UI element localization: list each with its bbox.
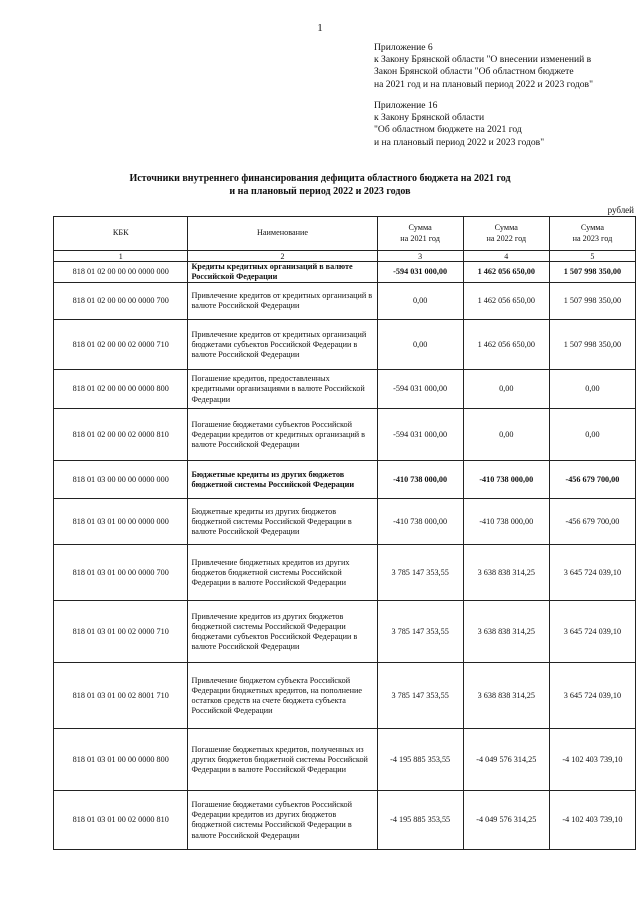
- sum-2023-cell: 3 645 724 039,10: [549, 545, 635, 601]
- name-cell: Погашение кредитов, предоставленных кредитными организациями в валюте Российской Федерации: [188, 370, 377, 409]
- column-index: 1: [54, 251, 188, 262]
- title-line: и на плановый период 2022 и 2023 годов: [229, 185, 411, 197]
- sum-2023-cell: 1 507 998 350,00: [549, 262, 635, 283]
- kbk-cell: 818 01 03 01 00 00 0000 000: [54, 499, 188, 545]
- sum-2021-cell: -594 031 000,00: [377, 262, 463, 283]
- column-index: 3: [377, 251, 463, 262]
- sum-2023-cell: -4 102 403 739,10: [549, 791, 635, 850]
- header-sum-2021: [377, 217, 463, 251]
- sum-2022-cell: -4 049 576 314,25: [463, 791, 549, 850]
- sum-2021-cell: -410 738 000,00: [377, 461, 463, 499]
- appendix-16-line: "Об областном бюджете на 2021 год: [374, 124, 522, 136]
- kbk-cell: 818 01 02 00 00 02 0000 710: [54, 320, 188, 370]
- name-cell: Бюджетные кредиты из других бюджетов бюджетной системы Российской Федерации: [188, 461, 377, 499]
- header-sum-2023: [549, 217, 635, 251]
- table-row: [54, 663, 636, 729]
- financing-sources-table: [53, 216, 636, 850]
- name-cell: Привлечение кредитов из других бюджетов бюджетной системы Российской Федерации бюджетами субъектов Российской Федерации в валюте Российской Федерации: [188, 601, 377, 663]
- appendix-16-line: к Закону Брянской области: [374, 112, 485, 124]
- kbk-cell: 818 01 03 01 00 00 0000 700: [54, 545, 188, 601]
- column-index: 2: [188, 251, 377, 262]
- kbk-cell: 818 01 02 00 00 00 0000 800: [54, 370, 188, 409]
- header-sum-label: Сумма: [494, 223, 518, 233]
- sum-2022-cell: -4 049 576 314,25: [463, 729, 549, 791]
- sum-2022-cell: 1 462 056 650,00: [463, 320, 549, 370]
- header-sum-2022: [463, 217, 549, 251]
- appendix-16-line: Приложение 16: [374, 100, 438, 111]
- sum-2022-cell: -410 738 000,00: [463, 499, 549, 545]
- sum-2023-cell: 1 507 998 350,00: [549, 320, 635, 370]
- name-cell: Погашение бюджетами субъектов Российской Федерации кредитов из других бюджетов бюджетной системы Российской Федерации в валюте Российской Федерации: [188, 791, 377, 850]
- header-sum-year: на 2022 год: [486, 233, 527, 243]
- sum-2022-cell: -410 738 000,00: [463, 461, 549, 499]
- table-row: [54, 499, 636, 545]
- appendix-6-line: на 2021 год и на плановый период 2022 и 2023 годов": [374, 78, 593, 90]
- sum-2021-cell: 0,00: [377, 283, 463, 320]
- table-row: [54, 601, 636, 663]
- sum-2021-cell: -4 195 885 353,55: [377, 729, 463, 791]
- sum-2023-cell: -456 679 700,00: [549, 499, 635, 545]
- kbk-cell: 818 01 03 01 00 00 0000 800: [54, 729, 188, 791]
- document-title: [0, 173, 640, 198]
- kbk-cell: 818 01 02 00 00 00 0000 700: [54, 283, 188, 320]
- kbk-cell: 818 01 03 00 00 00 0000 000: [54, 461, 188, 499]
- sum-2022-cell: 3 638 838 314,25: [463, 663, 549, 729]
- sum-2021-cell: -594 031 000,00: [377, 409, 463, 461]
- sum-2023-cell: 1 507 998 350,00: [549, 283, 635, 320]
- sum-2021-cell: -4 195 885 353,55: [377, 791, 463, 850]
- column-index: 5: [549, 251, 635, 262]
- name-cell: Привлечение бюджетом субъекта Российской Федерации бюджетных кредитов, на пополнение остатков средств на счете бюджета субъекта Российской Федерации: [188, 663, 377, 729]
- sum-2022-cell: 1 462 056 650,00: [463, 283, 549, 320]
- kbk-cell: 818 01 03 01 00 02 0000 710: [54, 601, 188, 663]
- header-sum-year: на 2021 год: [400, 233, 440, 243]
- kbk-cell: 818 01 03 01 00 02 8001 710: [54, 663, 188, 729]
- kbk-cell: 818 01 02 00 00 00 0000 000: [54, 262, 188, 283]
- sum-2023-cell: -456 679 700,00: [549, 461, 635, 499]
- table-row: [54, 370, 636, 409]
- sum-2022-cell: 1 462 056 650,00: [463, 262, 549, 283]
- name-cell: Привлечение кредитов от кредитных организаций в валюте Российской Федерации: [188, 283, 377, 320]
- column-index-row: [54, 251, 636, 262]
- sum-2021-cell: -594 031 000,00: [377, 370, 463, 409]
- sum-2021-cell: 3 785 147 353,55: [377, 545, 463, 601]
- sum-2023-cell: 0,00: [549, 370, 635, 409]
- name-cell: Привлечение кредитов от кредитных организаций бюджетами субъектов Российской Федерации в валюте Российской Федерации: [188, 320, 377, 370]
- table-row: [54, 409, 636, 461]
- table-row: [54, 262, 636, 283]
- table-row: [54, 320, 636, 370]
- sum-2023-cell: 0,00: [549, 409, 635, 461]
- name-cell: Погашение бюджетами субъектов Российской Федерации кредитов от кредитных организаций в валюте Российской Федерации: [188, 409, 377, 461]
- sum-2023-cell: -4 102 403 739,10: [549, 729, 635, 791]
- name-cell: Бюджетные кредиты из других бюджетов бюджетной системы Российской Федерации в валюте Российской Федерации: [188, 499, 377, 545]
- header-sum-label: Сумма: [580, 223, 605, 233]
- table-row: [54, 729, 636, 791]
- appendix-6-block: [374, 42, 593, 91]
- name-cell: Погашение бюджетных кредитов, полученных из других бюджетов бюджетной системы Российской Федерации в валюте Российской Федерации: [188, 729, 377, 791]
- sum-2021-cell: 0,00: [377, 320, 463, 370]
- name-cell: Привлечение бюджетных кредитов из других бюджетов бюджетной системы Российской Федерации в валюте Российской Федерации: [188, 545, 377, 601]
- sum-2022-cell: 0,00: [463, 409, 549, 461]
- currency-unit: рублей: [607, 205, 634, 215]
- kbk-cell: 818 01 03 01 00 02 0000 810: [54, 791, 188, 850]
- appendix-6-line: к Закону Брянской области "О внесении изменений в: [374, 54, 592, 66]
- page-number: 1: [317, 22, 323, 34]
- table-row: [54, 791, 636, 850]
- header-name: Наименование: [188, 217, 377, 251]
- table-row: [54, 545, 636, 601]
- appendix-6-line: Закон Брянской области "Об областном бюджете: [374, 66, 574, 78]
- sum-2023-cell: 3 645 724 039,10: [549, 601, 635, 663]
- header-sum-label: Сумма: [408, 223, 432, 233]
- sum-2021-cell: 3 785 147 353,55: [377, 601, 463, 663]
- sum-2022-cell: 3 638 838 314,25: [463, 545, 549, 601]
- title-line: Источники внутреннего финансирования дефицита областного бюджета на 2021 год: [129, 173, 511, 184]
- column-index: 4: [463, 251, 549, 262]
- name-cell: Кредиты кредитных организаций в валюте Российской Федерации: [188, 262, 377, 283]
- sum-2023-cell: 3 645 724 039,10: [549, 663, 635, 729]
- table-header-row: [54, 217, 636, 251]
- kbk-cell: 818 01 02 00 00 02 0000 810: [54, 409, 188, 461]
- sum-2021-cell: 3 785 147 353,55: [377, 663, 463, 729]
- appendix-16-line: и на плановый период 2022 и 2023 годов": [374, 136, 545, 148]
- table-row: [54, 461, 636, 499]
- sum-2022-cell: 0,00: [463, 370, 549, 409]
- table-row: [54, 283, 636, 320]
- appendix-6-line: Приложение 6: [374, 42, 433, 53]
- header-sum-year: на 2023 год: [572, 233, 613, 243]
- sum-2022-cell: 3 638 838 314,25: [463, 601, 549, 663]
- appendix-16-block: [374, 100, 544, 149]
- header-kbk: КБК: [54, 217, 188, 251]
- sum-2021-cell: -410 738 000,00: [377, 499, 463, 545]
